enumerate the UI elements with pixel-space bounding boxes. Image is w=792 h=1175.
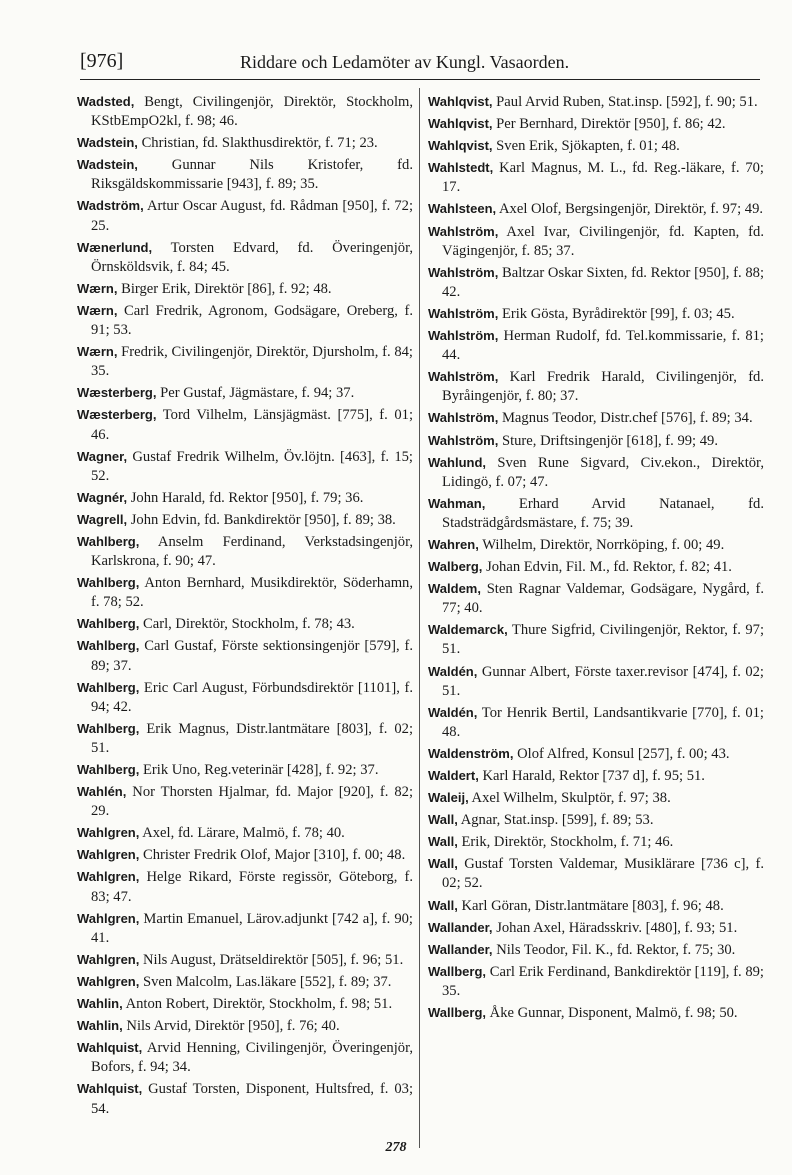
entry-surname: Wahlgren, bbox=[77, 910, 140, 926]
entry-surname: Wahlin, bbox=[77, 1018, 123, 1034]
entry-surname: Wahlgren, bbox=[77, 869, 140, 885]
register-entry bbox=[428, 326, 764, 365]
register-entry bbox=[428, 766, 764, 786]
entry-details: Artur Oscar August, fd. Rådman [950], f. 72; 25. bbox=[91, 198, 413, 234]
entry-surname: Wagrell, bbox=[77, 511, 128, 527]
register-entry bbox=[77, 845, 413, 865]
entry-details: Martin Emanuel, Lärov.adjunkt [742 a], f. 90; 41. bbox=[91, 910, 413, 946]
left-column bbox=[77, 92, 413, 1121]
register-entry bbox=[77, 1079, 413, 1118]
register-entry bbox=[77, 614, 413, 634]
entry-surname: Wahlquist, bbox=[77, 1040, 143, 1056]
entry-details: Gunnar Albert, Förste taxer.revisor [474], f. 02; 51. bbox=[442, 663, 764, 699]
entry-details: Agnar, Stat.insp. [599], f. 89; 53. bbox=[457, 812, 654, 829]
register-entry bbox=[428, 453, 764, 492]
entry-surname: Waldén, bbox=[428, 704, 478, 720]
page-number-top: [976] bbox=[80, 50, 124, 72]
entry-details: Tord Vilhelm, Länsjägmäst. [775], f. 01; 46. bbox=[91, 407, 413, 443]
entry-details: Tor Henrik Bertil, Landsantikvarie [770], f. 01; 48. bbox=[442, 704, 764, 740]
entry-details: Erik, Direktör, Stockholm, f. 71; 46. bbox=[457, 834, 674, 851]
register-entry bbox=[77, 636, 413, 675]
register-entry bbox=[77, 760, 413, 780]
entry-surname: Wahlqvist, bbox=[428, 116, 493, 132]
entry-surname: Wænerlund, bbox=[77, 239, 153, 255]
register-entry bbox=[428, 918, 764, 938]
entry-details: Anton Robert, Direktör, Stockholm, f. 98; 51. bbox=[122, 996, 393, 1013]
entry-surname: Wagnér, bbox=[77, 489, 128, 505]
entry-surname: Wahman, bbox=[428, 495, 486, 511]
entry-surname: Wahlén, bbox=[77, 784, 127, 800]
entry-details: Per Bernhard, Direktör [950], f. 86; 42. bbox=[492, 116, 726, 133]
entry-surname: Wadstein, bbox=[77, 157, 138, 173]
entry-details: Karl Harald, Rektor [737 d], f. 95; 51. bbox=[478, 768, 705, 784]
entry-details: Sven Erik, Sjökapten, f. 01; 48. bbox=[492, 138, 680, 155]
entry-surname: Wahlström, bbox=[428, 432, 499, 448]
entry-surname: Wallberg, bbox=[428, 1005, 487, 1021]
entry-surname: Wærn, bbox=[77, 280, 118, 296]
register-entry bbox=[77, 909, 413, 948]
entry-details: John Edvin, fd. Bankdirektör [950], f. 89; 38. bbox=[127, 511, 396, 528]
entry-details: Karl Göran, Distr.lantmätare [803], f. 96; 48. bbox=[457, 897, 724, 914]
entry-surname: Wahlberg, bbox=[77, 616, 140, 632]
entry-details: Olof Alfred, Konsul [257], f. 00; 43. bbox=[513, 745, 730, 762]
entry-details: Christer Fredrik Olof, Major [310], f. 00; 48. bbox=[139, 847, 406, 864]
register-entry bbox=[77, 488, 413, 508]
entry-surname: Wæsterberg, bbox=[77, 385, 157, 401]
register-entry bbox=[77, 994, 413, 1014]
entry-surname: Wahlström, bbox=[428, 223, 499, 239]
entry-details: Johan Edvin, Fil. M., fd. Rektor, f. 82; 41. bbox=[482, 559, 732, 576]
register-entry bbox=[77, 301, 413, 340]
entry-details: Eric Carl August, Förbundsdirektör [1101], f. 94; 42. bbox=[91, 679, 413, 715]
register-entry bbox=[428, 703, 764, 742]
entry-surname: Waldenström, bbox=[428, 745, 514, 761]
register-entry bbox=[77, 972, 413, 992]
page-header bbox=[80, 50, 760, 80]
entry-surname: Wadsted, bbox=[77, 94, 135, 109]
entry-surname: Walberg, bbox=[428, 559, 483, 575]
entry-surname: Wahlqvist, bbox=[428, 138, 493, 154]
entry-details: Christian, fd. Slakthusdirektör, f. 71; 23. bbox=[137, 135, 378, 152]
entry-surname: Wall, bbox=[428, 812, 458, 828]
entry-surname: Wall, bbox=[428, 897, 458, 913]
register-entry bbox=[428, 1003, 764, 1023]
register-entry bbox=[428, 136, 764, 156]
register-entry bbox=[428, 158, 764, 197]
register-entry bbox=[428, 788, 764, 808]
entry-surname: Wallander, bbox=[428, 919, 493, 935]
register-entry bbox=[428, 222, 764, 261]
entry-details: John Harald, fd. Rektor [950], f. 79; 36. bbox=[127, 489, 364, 506]
register-entry bbox=[428, 199, 764, 219]
entry-surname: Wahlgren, bbox=[77, 847, 140, 863]
entry-surname: Wallander, bbox=[428, 941, 493, 957]
entry-surname: Wahlqvist, bbox=[428, 94, 493, 109]
entry-surname: Wahlberg, bbox=[77, 679, 140, 695]
register-entry bbox=[428, 557, 764, 577]
entry-surname: Wahlquist, bbox=[77, 1081, 143, 1097]
entry-details: Carl Erik Ferdinand, Bankdirektör [119], f. 89; 35. bbox=[442, 963, 764, 999]
register-entry bbox=[428, 620, 764, 659]
entry-surname: Wahlsteen, bbox=[428, 201, 497, 217]
page-number-bottom: 278 bbox=[385, 1140, 407, 1155]
entry-details: Axel, fd. Lärare, Malmö, f. 78; 40. bbox=[139, 825, 345, 842]
entry-details: Herman Rudolf, fd. Tel.kommissarie, f. 81; 44. bbox=[442, 328, 764, 364]
entry-surname: Waldén, bbox=[428, 663, 478, 679]
entry-surname: Wahlgren, bbox=[77, 973, 140, 989]
entry-details: Gustaf Fredrik Wilhelm, Öv.löjtn. [463], f. 15; 52. bbox=[91, 448, 413, 484]
entry-details: Torsten Edvard, fd. Överingenjör, Örnsköldsvik, f. 84; 45. bbox=[91, 239, 413, 275]
entry-surname: Wærn, bbox=[77, 302, 118, 318]
entry-surname: Wahlström, bbox=[428, 305, 499, 321]
register-entry bbox=[428, 535, 764, 555]
register-entry bbox=[428, 579, 764, 618]
register-entry bbox=[428, 494, 764, 533]
register-entry bbox=[428, 940, 764, 960]
column-divider bbox=[419, 88, 420, 1148]
entry-details: Carl, Direktör, Stockholm, f. 78; 43. bbox=[139, 616, 355, 633]
register-entry bbox=[77, 155, 413, 194]
register-entry bbox=[77, 950, 413, 970]
register-entry bbox=[428, 263, 764, 302]
register-entry bbox=[77, 92, 413, 131]
entry-details: Baltzar Oskar Sixten, fd. Rektor [950], f. 88; 42. bbox=[442, 264, 764, 300]
entry-surname: Wall, bbox=[428, 856, 458, 872]
entry-surname: Waldert, bbox=[428, 768, 479, 783]
entry-details: Gustaf Torsten Valdemar, Musiklärare [736 c], f. 02; 52. bbox=[442, 856, 764, 892]
entry-details: Axel Wilhelm, Skulptör, f. 97; 38. bbox=[468, 790, 671, 807]
entry-details: Erik Magnus, Distr.lantmätare [803], f. 02; 51. bbox=[91, 720, 413, 756]
entry-surname: Wall, bbox=[428, 834, 458, 850]
entry-surname: Wahlberg, bbox=[77, 638, 140, 654]
register-entry bbox=[428, 896, 764, 916]
running-title: Riddare och Ledamöter av Kungl. Vasaorden. bbox=[240, 52, 570, 72]
register-entry bbox=[77, 383, 413, 403]
entry-details: Anselm Ferdinand, Verkstadsingenjör, Karlskrona, f. 90; 47. bbox=[91, 533, 413, 570]
register-entry bbox=[428, 744, 764, 764]
entry-details: Per Gustaf, Jägmästare, f. 94; 37. bbox=[156, 385, 355, 402]
entry-details: Erhard Arvid Natanael, fd. Stadsträdgårdsmästare, f. 75; 39. bbox=[442, 495, 764, 531]
register-entry bbox=[77, 447, 413, 486]
register-entry bbox=[428, 92, 764, 112]
register-entry bbox=[428, 304, 764, 324]
entry-details: Erik Uno, Reg.veterinär [428], f. 92; 37. bbox=[139, 762, 379, 778]
entry-details: Erik Gösta, Byrådirektör [99], f. 03; 45. bbox=[498, 305, 735, 322]
entry-details: Nils Teodor, Fil. K., fd. Rektor, f. 75; 30. bbox=[492, 941, 736, 958]
entry-details: Karl Magnus, M. L., fd. Reg.-läkare, f. 70; 17. bbox=[442, 160, 764, 196]
entry-details: Johan Axel, Häradsskriv. [480], f. 93; 51. bbox=[492, 919, 738, 936]
register-entry bbox=[77, 719, 413, 758]
entry-surname: Wahlberg, bbox=[77, 575, 140, 591]
entry-details: Fredrik, Civilingenjör, Direktör, Djursholm, f. 84; 35. bbox=[91, 344, 413, 380]
entry-surname: Wallberg, bbox=[428, 963, 487, 979]
entry-details: Thure Sigfrid, Civilingenjör, Rektor, f. 97; 51. bbox=[442, 622, 764, 658]
entry-details: Carl Gustaf, Förste sektionsingenjör [579], f. 89; 37. bbox=[91, 638, 413, 674]
entry-details: Nor Thorsten Hjalmar, fd. Major [920], f. 82; 29. bbox=[91, 784, 413, 820]
header-rule bbox=[80, 79, 760, 80]
right-column bbox=[428, 92, 764, 1025]
entry-surname: Wahlberg, bbox=[77, 720, 140, 736]
entry-surname: Wahlgren, bbox=[77, 825, 140, 841]
entry-details: Arvid Henning, Civilingenjör, Överingenjör, Bofors, f. 94; 34. bbox=[91, 1040, 413, 1076]
register-entry bbox=[77, 133, 413, 153]
register-entry bbox=[77, 678, 413, 717]
entry-surname: Wahlin, bbox=[77, 996, 123, 1012]
entry-details: Axel Olof, Bergsingenjör, Direktör, f. 97; 49. bbox=[496, 201, 764, 218]
entry-surname: Waleij, bbox=[428, 790, 469, 806]
entry-surname: Wahlström, bbox=[428, 410, 499, 426]
entry-surname: Wahlström, bbox=[428, 264, 499, 280]
register-entry bbox=[77, 279, 413, 299]
entry-details: Sture, Driftsingenjör [618], f. 99; 49. bbox=[498, 432, 718, 449]
register-entry bbox=[428, 408, 764, 428]
register-entry bbox=[428, 431, 764, 451]
entry-details: Åke Gunnar, Disponent, Malmö, f. 98; 50. bbox=[486, 1005, 738, 1022]
entry-surname: Wagner, bbox=[77, 448, 128, 464]
register-entry bbox=[77, 1038, 413, 1077]
entry-details: Anton Bernhard, Musikdirektör, Söderhamn, f. 78; 52. bbox=[91, 575, 413, 611]
entry-details: Paul Arvid Ruben, Stat.insp. [592], f. 90; 51. bbox=[492, 94, 758, 110]
entry-details: Gunnar Nils Kristofer, fd. Riksgäldskommissarie [943], f. 89; 35. bbox=[91, 157, 413, 193]
entry-details: Birger Erik, Direktör [86], f. 92; 48. bbox=[117, 280, 332, 297]
register-entry bbox=[77, 405, 413, 444]
entry-details: Nils August, Drätseldirektör [505], f. 96; 51. bbox=[139, 951, 404, 968]
entry-surname: Wahlström, bbox=[428, 328, 499, 344]
entry-details: Magnus Teodor, Distr.chef [576], f. 89; 34. bbox=[498, 410, 753, 427]
entry-surname: Wærn, bbox=[77, 344, 118, 360]
entry-surname: Wahlberg, bbox=[77, 762, 140, 777]
entry-details: Axel Ivar, Civilingenjör, fd. Kapten, fd. Vägingenjör, f. 85; 37. bbox=[442, 223, 764, 259]
register-entry bbox=[77, 1016, 413, 1036]
entry-details: Sten Ragnar Valdemar, Godsägare, Nygård, f. 77; 40. bbox=[442, 581, 764, 617]
register-entry bbox=[428, 662, 764, 701]
entry-details: Sven Malcolm, Las.läkare [552], f. 89; 37. bbox=[139, 973, 392, 990]
entry-surname: Wahlgren, bbox=[77, 951, 140, 967]
register-entry bbox=[77, 238, 413, 277]
register-entry bbox=[77, 532, 413, 571]
register-entry bbox=[428, 810, 764, 830]
register-entry bbox=[77, 196, 413, 235]
register-entry bbox=[428, 367, 764, 406]
entry-details: Sven Rune Sigvard, Civ.ekon., Direktör, Lidingö, f. 07; 47. bbox=[442, 454, 764, 490]
register-entry bbox=[428, 962, 764, 1001]
entry-surname: Waldemarck, bbox=[428, 622, 508, 638]
register-entry bbox=[77, 823, 413, 843]
entry-details: Helge Rikard, Förste regissör, Göteborg, f. 83; 47. bbox=[91, 869, 413, 905]
entry-details: Carl Fredrik, Agronom, Godsägare, Oreberg, f. 91; 53. bbox=[91, 302, 413, 339]
entry-surname: Wadström, bbox=[77, 198, 144, 214]
register-entry bbox=[77, 782, 413, 821]
entry-details: Bengt, Civilingenjör, Direktör, Stockholm, KStbEmpO2kl, f. 98; 46. bbox=[91, 94, 413, 130]
entry-surname: Wahren, bbox=[428, 536, 479, 552]
entry-surname: Wahlberg, bbox=[77, 533, 140, 549]
entry-details: Gustaf Torsten, Disponent, Hultsfred, f. 03; 54. bbox=[91, 1081, 413, 1117]
entry-details: Nils Arvid, Direktör [950], f. 76; 40. bbox=[122, 1018, 340, 1035]
entry-surname: Waldem, bbox=[428, 581, 481, 597]
entry-surname: Wæsterberg, bbox=[77, 407, 157, 423]
register-entry bbox=[77, 342, 413, 381]
register-entry bbox=[77, 573, 413, 612]
entry-surname: Wahlund, bbox=[428, 454, 487, 470]
register-entry bbox=[428, 832, 764, 852]
register-entry bbox=[77, 867, 413, 906]
register-entry bbox=[77, 510, 413, 530]
register-entry bbox=[428, 114, 764, 134]
entry-surname: Wahlström, bbox=[428, 369, 499, 385]
entry-details: Karl Fredrik Harald, Civilingenjör, fd. Byråingenjör, f. 80; 37. bbox=[442, 369, 764, 405]
entry-details: Wilhelm, Direktör, Norrköping, f. 00; 49. bbox=[478, 536, 725, 553]
register-entry bbox=[428, 854, 764, 893]
entry-surname: Wadstein, bbox=[77, 135, 138, 151]
entry-surname: Wahlstedt, bbox=[428, 160, 494, 176]
